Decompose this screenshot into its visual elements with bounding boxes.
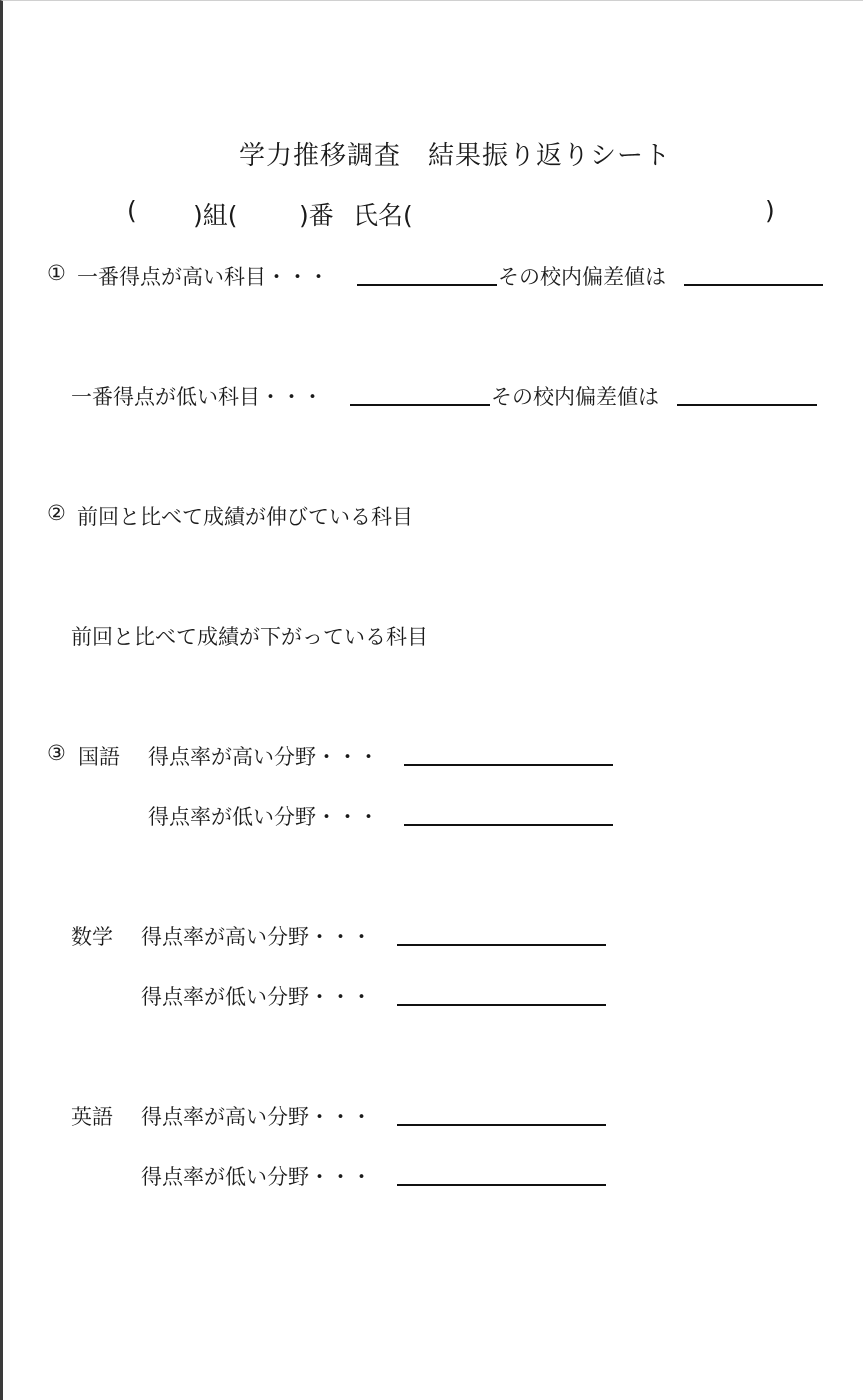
math-low-field-blank[interactable] [397, 1004, 606, 1006]
math-low-field-label: 得点率が低い分野・・・ [141, 985, 372, 1009]
english-high-field-blank[interactable] [397, 1124, 606, 1126]
number-label: )番 [299, 201, 334, 230]
class-label: )組( [193, 201, 238, 230]
japanese-low-field-blank[interactable] [404, 824, 613, 826]
japanese-high-field-blank[interactable] [404, 764, 613, 766]
class-open-paren: ( [127, 196, 137, 225]
subject-english: 英語 [71, 1105, 113, 1129]
high-deviation-blank[interactable] [684, 284, 823, 286]
subject-math: 数学 [71, 925, 113, 949]
japanese-high-field-label: 得点率が高い分野・・・ [148, 745, 379, 769]
english-low-field-blank[interactable] [397, 1184, 606, 1186]
section3-marker: ③ [47, 741, 66, 765]
english-low-field-label: 得点率が低い分野・・・ [141, 1165, 372, 1189]
low-subject-label: 一番得点が低い科目・・・ [71, 385, 323, 409]
english-high-field-label: 得点率が高い分野・・・ [141, 1105, 372, 1129]
name-close-paren: ) [765, 196, 775, 225]
low-deviation-label: その校内偏差値は [491, 385, 659, 409]
subject-japanese: 国語 [78, 745, 120, 769]
math-high-field-label: 得点率が高い分野・・・ [141, 925, 372, 949]
low-subject-blank[interactable] [350, 404, 490, 406]
high-deviation-label: その校内偏差値は [498, 265, 666, 289]
declined-subjects-label: 前回と比べて成績が下がっている科目 [71, 625, 428, 649]
high-subject-label: 一番得点が高い科目・・・ [77, 265, 329, 289]
japanese-low-field-label: 得点率が低い分野・・・ [148, 805, 379, 829]
low-deviation-blank[interactable] [677, 404, 817, 406]
high-subject-blank[interactable] [357, 284, 497, 286]
page-title: 学力推移調査 結果振り返りシート [239, 141, 672, 171]
improved-subjects-label: 前回と比べて成績が伸びている科目 [77, 505, 413, 529]
math-high-field-blank[interactable] [397, 944, 606, 946]
section2-marker: ② [47, 501, 66, 525]
section1-marker: ① [47, 261, 66, 285]
name-label: 氏名( [353, 201, 413, 230]
